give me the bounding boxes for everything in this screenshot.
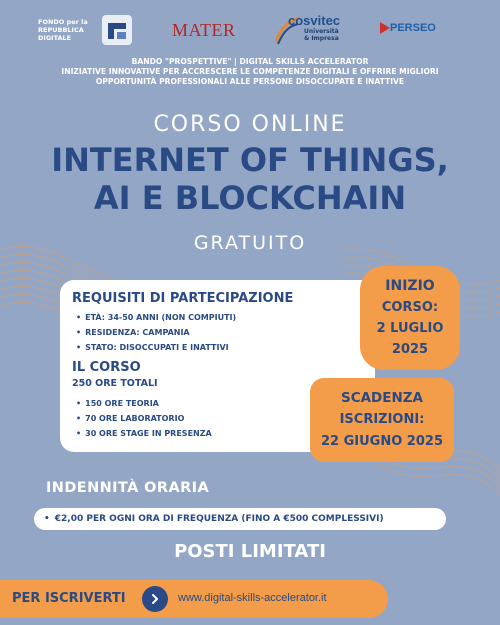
- footer-iscrizione-bar[interactable]: [0, 580, 388, 618]
- requisiti-list: [76, 310, 236, 355]
- requisiti-item: • ETÀ: 34-50 ANNI (NON COMPIUTI): [76, 310, 236, 325]
- indennita-item: [34, 508, 446, 530]
- fondo-logo-mark: [100, 13, 134, 47]
- inizio-line1: INIZIO: [385, 278, 435, 294]
- corso-item: • 150 ORE TEORIA: [76, 396, 212, 411]
- per-iscriverti-label: PER ISCRIVERTI: [12, 591, 126, 606]
- mater-logo: MATER: [172, 19, 236, 40]
- inizio-line3: 2 LUGLIO: [376, 321, 444, 336]
- inizio-corso-badge: [360, 266, 460, 370]
- indennita-text: • €2,00 PER OGNI ORA DI FREQUENZA (FINO A €500 COMPLESSIVI): [54, 514, 384, 524]
- course-title-line1: INTERNET OF THINGS,: [51, 141, 449, 179]
- requisiti-item: • RESIDENZA: CAMPANIA: [76, 325, 236, 340]
- bando-line-1: BANDO "PROSPETTIVE" | DIGITAL SKILLS ACCELERATOR: [131, 57, 369, 66]
- indennita-heading: INDENNITÀ ORARIA: [46, 480, 210, 496]
- requisiti-item: • STATO: DISOCCUPATI E INATTIVI: [76, 340, 236, 355]
- scadenza-line2: ISCRIZIONI:: [339, 412, 425, 427]
- fondo-logo-line2: REPUBBLICA: [38, 26, 84, 34]
- scadenza-iscrizioni-badge: [310, 378, 454, 462]
- inizio-line2: CORSO:: [381, 300, 439, 315]
- ore-totali: 250 ORE TOTALI: [72, 378, 158, 389]
- il-corso-heading: IL CORSO: [72, 360, 141, 375]
- corso-online-label: CORSO ONLINE: [153, 112, 347, 137]
- posti-limitati: POSTI LIMITATI: [174, 541, 326, 562]
- perseo-logo: [378, 10, 470, 50]
- requisiti-heading: REQUISITI DI PARTECIPAZIONE: [72, 291, 294, 306]
- course-title-line2: AI E BLOCKCHAIN: [93, 179, 407, 217]
- fondo-logo-line3: DIGITALE: [38, 34, 72, 42]
- bando-description: [0, 57, 500, 87]
- fondo-logo-line1: FONDO per la: [38, 18, 88, 26]
- cosvitec-sub-line1: Università: [304, 28, 339, 35]
- chevron-right-icon[interactable]: [142, 586, 168, 612]
- perseo-title: PERSEO: [390, 22, 436, 34]
- scadenza-line3: 22 GIUGNO 2025: [321, 434, 443, 449]
- gratuito-label: GRATUITO: [193, 232, 307, 254]
- bando-line-2: INIZIATIVE INNOVATIVE PER ACCRESCERE LE COMPETENZE DIGITALI E OFFRIRE MIGLIORI: [61, 67, 439, 76]
- cosvitec-logo: [270, 10, 350, 50]
- cosvitec-sub-line2: & Impresa: [304, 35, 339, 42]
- bando-line-3: OPPORTUNITÀ PROFESSIONALI ALLE PERSONE DISOCCUPATE E INATTIVE: [95, 77, 405, 86]
- logo-bar: [38, 10, 468, 50]
- course-title: [0, 141, 500, 217]
- cosvitec-title: cosvitec: [288, 13, 341, 28]
- corso-item: • 70 ORE LABORATORIO: [76, 411, 212, 426]
- corso-list: [76, 396, 212, 441]
- website-link[interactable]: www.digital-skills-accelerator.it: [178, 592, 327, 604]
- fondo-repubblica-digitale-logo: [38, 10, 128, 50]
- corso-item: • 30 ORE STAGE IN PRESENZA: [76, 426, 212, 441]
- inizio-line4: 2025: [391, 342, 429, 357]
- scadenza-line1: SCADENZA: [340, 390, 424, 406]
